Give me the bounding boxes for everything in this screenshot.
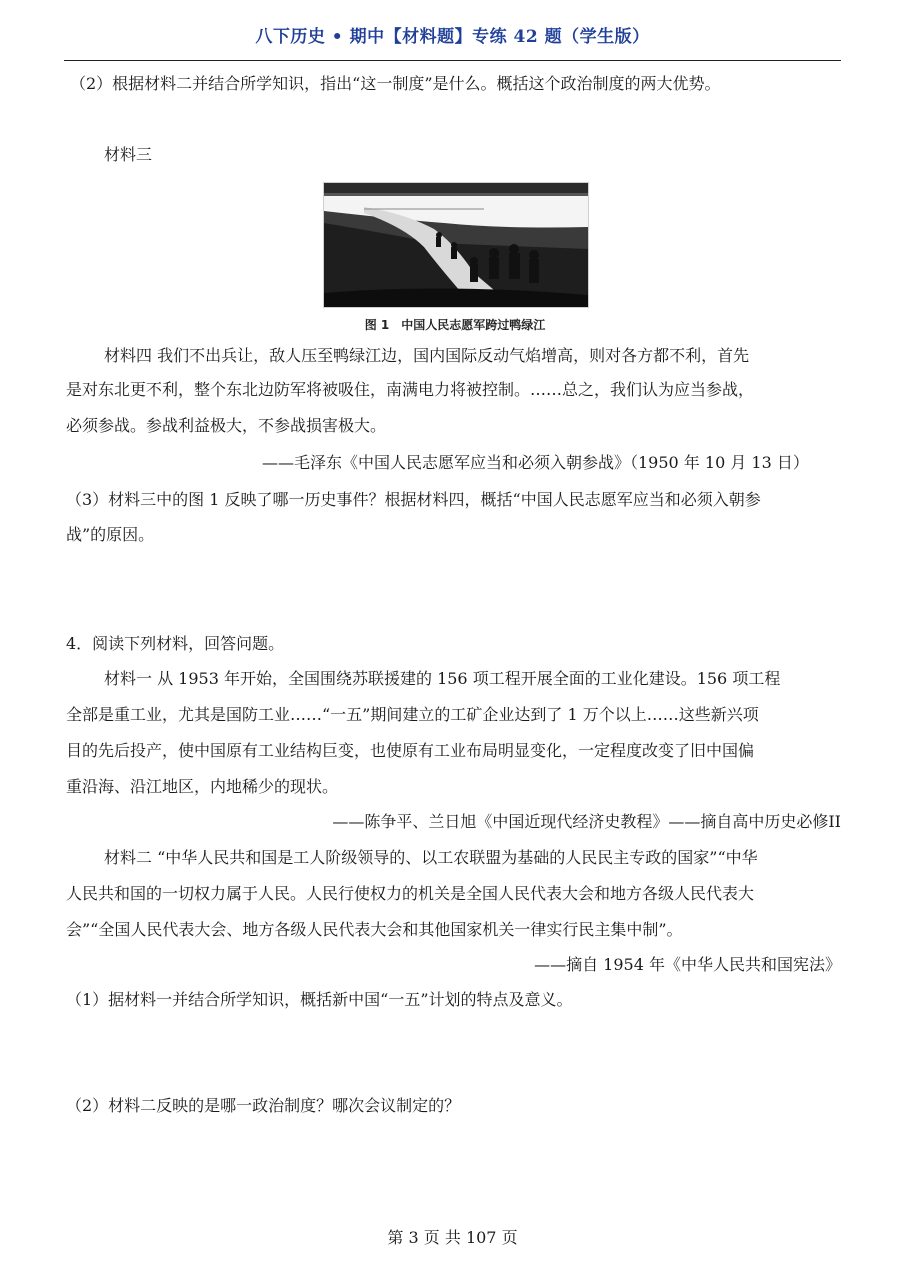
question-3-part-3-line-1: （3）材料三中的图 1 反映了哪一历史事件？根据材料四，概括“中国人民志愿军应当和必须入朝参 [66,490,761,509]
material-4-line-1: 材料四 我们不出兵让，敌人压至鸭绿江边，国内国际反动气焰增高，则对各方都不利，首先 [104,346,750,365]
q4-material-2-line-2: 人民共和国的一切权力属于人民。人民行使权力的机关是全国人民代表大会和地方各级人民代表大 [66,884,755,903]
volunteer-army-crossing-photo [323,182,589,308]
question-3-part-3-line-2: 战”的原因。 [66,525,155,544]
q4-material-1-line-1: 材料一 从 1953 年开始，全国围绕苏联援建的 156 项工程开展全面的工业化建设。156 项工程 [104,669,781,688]
header-divider [64,60,841,61]
document-header-title: 八下历史 • 期中【材料题】专练 42 题（学生版） [255,27,650,47]
q4-material-2-line-1: 材料二 “中华人民共和国是工人阶级领导的、以工农联盟为基础的人民民主专政的国家”“中华 [104,848,758,867]
material-4-source: ——毛泽东《中国人民志愿军应当和必须入朝参战》（1950 年 10 月 13 日） [262,453,809,472]
q4-material-2-source: ——摘自 1954 年《中华人民共和国宪法》 [534,955,841,974]
question-4-part-2: （2）材料二反映的是哪一政治制度？哪次会议制定的？ [66,1096,461,1115]
q4-material-1-line-3: 目的先后投产，使中国原有工业结构巨变，也使原有工业布局明显变化，一定程度改变了旧中国偏 [66,741,755,760]
page-number: 第 3 页 共 107 页 [387,1228,518,1247]
q4-material-1-line-2: 全部是重工业，尤其是国防工业……“一五”期间建立的工矿企业达到了 1 万个以上……这些新兴项 [66,705,759,724]
question-3-part-2: （2）根据材料二并结合所学知识，指出“这一制度”是什么。概括这个政治制度的两大优势。 [70,74,721,93]
question-4-stem: 4．阅读下列材料，回答问题。 [66,634,285,653]
q4-material-1-source: ——陈争平、兰日旭《中国近现代经济史教程》——摘自高中历史必修II [332,812,841,831]
crossing-bridge-illustration [324,183,588,307]
material-4-line-2: 是对东北更不利，整个东北边防军将被吸住，南满电力将被控制。……总之，我们认为应当参战， [66,380,755,399]
q4-material-1-line-4: 重沿海、沿江地区，内地稀少的现状。 [66,777,339,796]
q4-material-2-line-3: 会”“全国人民代表大会、地方各级人民代表大会和其他国家机关一律实行民主集中制”。 [66,920,683,939]
material-3-label: 材料三 [104,145,153,164]
figure-caption: 图 1 中国人民志愿军跨过鸭绿江 [364,318,546,332]
question-4-part-1: （1）据材料一并结合所学知识，概括新中国“一五”计划的特点及意义。 [66,990,573,1009]
material-4-line-3: 必须参战。参战利益极大，不参战损害极大。 [66,416,387,435]
